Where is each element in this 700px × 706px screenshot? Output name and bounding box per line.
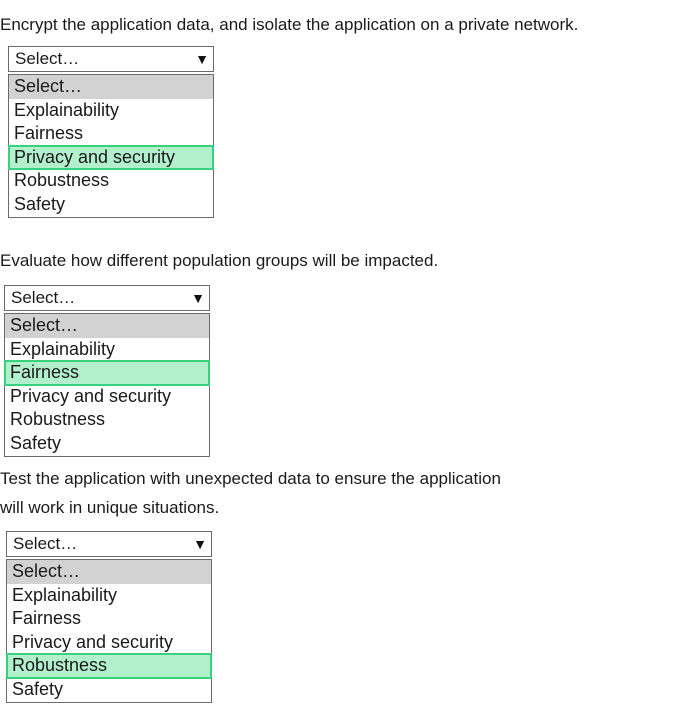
dropdown-1 xyxy=(8,46,214,218)
chevron-down-icon: ▼ xyxy=(195,51,209,67)
option-explainability[interactable]: Explainability xyxy=(10,338,116,359)
option-safety[interactable]: Safety xyxy=(14,193,66,214)
option-privacy-and-security[interactable]: Privacy and security xyxy=(12,631,174,652)
dropdown-2 xyxy=(4,285,210,457)
chevron-down-icon: ▼ xyxy=(191,290,205,306)
option-robustness[interactable]: Robustness xyxy=(7,654,211,678)
question-3-text-line2: will work in unique situations. xyxy=(0,498,220,517)
option-privacy-and-security[interactable]: Privacy and security xyxy=(9,146,213,170)
select-3-value: Select… xyxy=(13,534,78,553)
select-1-value: Select… xyxy=(15,49,80,68)
dropdown-3 xyxy=(6,531,212,703)
question-1-text: Encrypt the application data, and isolate the application on a private network. xyxy=(0,15,579,34)
options-list-3 xyxy=(6,559,212,703)
option-robustness[interactable]: Robustness xyxy=(10,409,106,430)
select-2[interactable] xyxy=(4,285,210,311)
options-list-1 xyxy=(8,74,214,218)
option-safety[interactable]: Safety xyxy=(12,678,64,699)
option-fairness[interactable]: Fairness xyxy=(12,608,82,629)
select-3[interactable] xyxy=(6,531,212,557)
select-2-value: Select… xyxy=(11,288,76,307)
option-explainability[interactable]: Explainability xyxy=(12,584,118,605)
option-select[interactable]: Select… xyxy=(5,314,209,338)
question-3-text: Test the application with unexpected data to ensure the application xyxy=(0,469,501,488)
question-2-text: Evaluate how different population groups will be impacted. xyxy=(0,251,439,270)
chevron-down-icon: ▼ xyxy=(193,536,207,552)
option-safety[interactable]: Safety xyxy=(10,432,62,453)
select-1[interactable] xyxy=(8,46,214,72)
options-list-2 xyxy=(4,313,210,457)
option-fairness[interactable]: Fairness xyxy=(5,361,209,385)
option-fairness[interactable]: Fairness xyxy=(14,123,84,144)
option-robustness[interactable]: Robustness xyxy=(14,170,110,191)
option-privacy-and-security[interactable]: Privacy and security xyxy=(10,385,172,406)
option-explainability[interactable]: Explainability xyxy=(14,99,120,120)
option-select[interactable]: Select… xyxy=(9,75,213,99)
option-select[interactable]: Select… xyxy=(7,560,211,584)
